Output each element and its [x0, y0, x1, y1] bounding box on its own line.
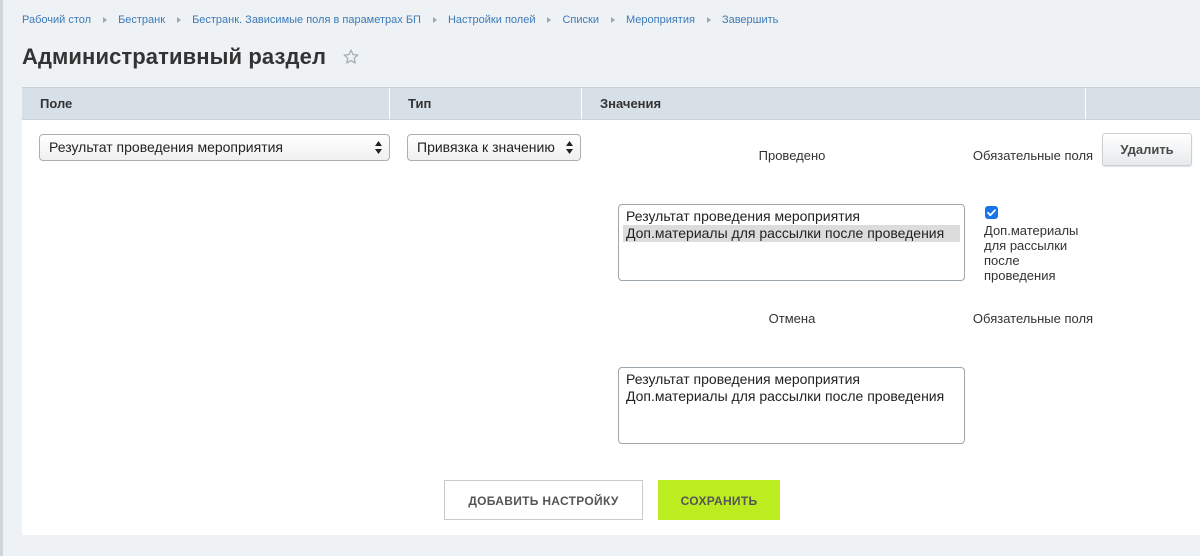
breadcrumb: [22, 12, 778, 28]
required-fields-label-cancelled: Обязательные поля: [972, 311, 1094, 326]
breadcrumb-item-dependent-fields[interactable]: Бестранк. Зависимые поля в параметрах БП: [192, 14, 421, 26]
value-name-conducted: Проведено: [758, 148, 826, 163]
add-setting-button[interactable]: ДОБАВИТЬ НАСТРОЙКУ: [444, 480, 643, 520]
required-fields-label-conducted: Обязательные поля: [972, 148, 1094, 163]
required-checkbox[interactable]: [985, 206, 998, 219]
fields-listbox-cancelled[interactable]: [618, 367, 965, 444]
breadcrumb-item-desktop[interactable]: Рабочий стол: [22, 14, 92, 26]
triangle-right-icon: [611, 17, 615, 23]
star-outline-icon[interactable]: [342, 48, 360, 66]
field-select-value: Результат проведения мероприятия: [49, 139, 284, 155]
page-title: Административный раздел: [22, 44, 327, 69]
settings-panel: [22, 87, 1200, 535]
triangle-right-icon: [177, 17, 181, 23]
triangle-right-icon: [547, 17, 551, 23]
list-option[interactable]: Результат проведения мероприятия: [626, 371, 861, 387]
triangle-right-icon: [103, 17, 107, 23]
field-select[interactable]: [39, 134, 390, 161]
updown-arrows-icon: [375, 141, 382, 154]
column-header-actions: [1086, 88, 1200, 119]
value-name-cancelled: Отмена: [768, 311, 816, 326]
column-header-values: Значения: [582, 88, 1086, 119]
column-header-field: Поле: [22, 88, 390, 119]
window-left-edge: [0, 0, 3, 556]
type-select[interactable]: [407, 134, 581, 161]
breadcrumb-item-field-settings[interactable]: Настройки полей: [447, 14, 536, 26]
triangle-right-icon: [707, 17, 711, 23]
required-checkbox-label: Доп.материалы для рассылки после проведения: [984, 223, 1079, 283]
breadcrumb-item-finish[interactable]: Завершить: [721, 14, 779, 26]
breadcrumb-item-lists[interactable]: Списки: [562, 14, 599, 26]
breadcrumb-item-events[interactable]: Мероприятия: [625, 14, 695, 26]
breadcrumb-item-bestrank[interactable]: Бестранк: [118, 14, 166, 26]
title-row: [22, 42, 360, 72]
checkmark-icon: [985, 206, 998, 219]
table-header: [22, 87, 1200, 120]
column-header-type: Тип: [390, 88, 582, 119]
list-option[interactable]: Результат проведения мероприятия: [626, 208, 861, 224]
delete-button[interactable]: Удалить: [1102, 133, 1192, 166]
list-option[interactable]: Доп.материалы для рассылки после проведения: [626, 388, 945, 404]
save-button[interactable]: СОХРАНИТЬ: [658, 480, 780, 520]
triangle-right-icon: [433, 17, 437, 23]
type-select-value: Привязка к значению: [417, 139, 555, 155]
updown-arrows-icon: [566, 141, 573, 154]
fields-listbox-conducted[interactable]: [618, 204, 965, 281]
list-option-selected[interactable]: Доп.материалы для рассылки после проведения: [623, 225, 960, 242]
